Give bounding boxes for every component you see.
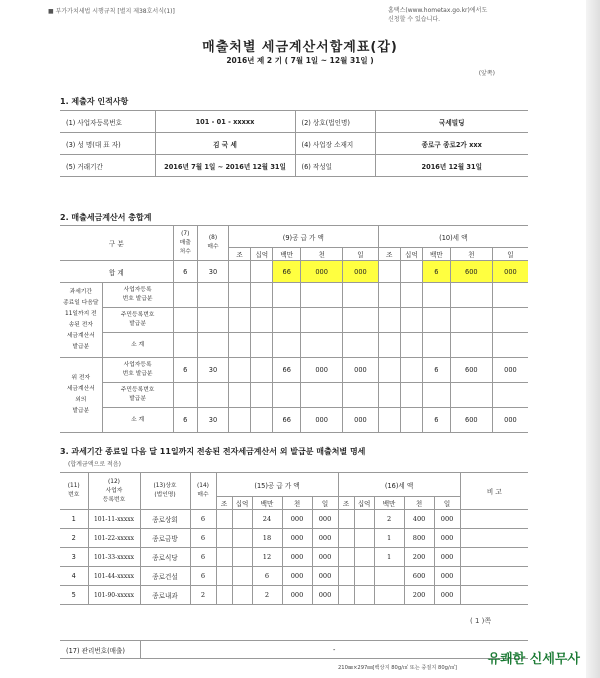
digit-label: 백만 [273,248,301,261]
amount-digit [400,261,422,283]
row-number: 3 [60,548,88,567]
form-title: 매출처별 세금계산서합계표(갑) [202,40,398,55]
field-value: 2016년 7월 1일 ~ 2016년 12월 31일 [155,155,295,177]
amount-digit [343,283,378,308]
amount-digit: 1 [374,548,404,567]
amount-digit [423,333,451,358]
row-reg-number: 101-22-xxxxx [88,529,140,548]
hometax-note [388,6,508,24]
field-label: (3) 성 명(대 표 자) [60,133,155,155]
amount-digit [251,308,273,333]
row-remark [460,548,528,567]
amount-digit: 000 [434,510,460,529]
row-c7 [173,383,197,408]
amount-digit: 000 [301,261,343,283]
header-c14: (14) 매수 [190,473,216,510]
amount-digit: 600 [404,567,434,586]
digit-label: 십억 [232,497,252,510]
amount-digit [273,283,301,308]
submitter-row [60,111,528,133]
amount-digit [251,333,273,358]
amount-digit [450,333,492,358]
detail-row [60,548,528,567]
digit-label: 조 [378,248,400,261]
amount-digit: 6 [423,408,451,433]
row-c8 [197,308,228,333]
amount-digit: 000 [301,358,343,383]
row-number: 2 [60,529,88,548]
field-value: 종로구 종로2가 xxx [375,133,528,155]
digit-label: 조 [216,497,232,510]
section1-title: 1. 제출자 인적사항 [60,97,129,106]
management-number-value: - [140,641,528,659]
amount-digit [232,586,252,605]
amount-digit [354,586,374,605]
amount-digit [216,586,232,605]
page-side: (앞쪽) [478,70,495,77]
amount-digit [229,333,251,358]
field-label: (5) 거래기간 [60,155,155,177]
amount-digit [301,308,343,333]
amount-digit: 12 [252,548,282,567]
amount-digit: 6 [423,261,451,283]
amount-digit: 600 [450,261,492,283]
amount-digit [450,308,492,333]
paper-spec-note: 210㎜×297㎜[백상지 80g/㎡ 또는 중질지 80g/㎡] [338,665,457,671]
row-company-name: 종로건설 [140,567,190,586]
amount-digit: 24 [252,510,282,529]
header-col9: (9)공 급 가 액 [229,226,379,248]
header-c16: (16)세 액 [338,473,460,497]
row-company-name: 종로내과 [140,586,190,605]
amount-digit: 200 [404,586,434,605]
row-label: 사업자등록 번호 발급분 [102,283,173,308]
amount-digit [374,586,404,605]
amount-digit: 400 [404,510,434,529]
amount-digit [492,333,528,358]
row-number: 5 [60,586,88,605]
section2-title: 2. 매출세금계산서 총합계 [60,213,152,222]
amount-digit: 800 [404,529,434,548]
page-count: ( 1 )쪽 [470,617,492,625]
row-c7 [173,333,197,358]
row-c7 [173,283,197,308]
amount-digit [378,261,400,283]
amount-digit [229,358,251,383]
digit-label: 십억 [354,497,374,510]
summary-table [60,225,528,433]
header-col10: (10)세 액 [378,226,528,248]
row-company-name: 종로금방 [140,529,190,548]
field-label: (6) 작성일 [295,155,375,177]
amount-digit: 000 [312,586,338,605]
digit-label: 일 [434,497,460,510]
amount-digit [273,383,301,408]
field-value: 101 - 01 - xxxxx [155,111,295,133]
amount-digit: 000 [312,548,338,567]
row-remark [460,510,528,529]
digit-label: 천 [450,248,492,261]
amount-digit [400,358,422,383]
amount-digit [251,383,273,408]
summary-row [60,358,528,383]
row-c7: 6 [173,408,197,433]
field-value: 국세빌딩 [375,111,528,133]
row-label: 소 계 [102,333,173,358]
amount-digit [338,586,354,605]
row-label: 주민등록번호 발급분 [102,383,173,408]
amount-digit [354,529,374,548]
amount-digit: 000 [343,408,378,433]
row-reg-number: 101-11-xxxxx [88,510,140,529]
amount-digit [400,308,422,333]
row-remark [460,586,528,605]
watermark-text: 유쾌한 신세무사 [487,652,580,667]
amount-digit: 000 [343,261,378,283]
header-col7: (7) 매출 처수 [173,226,197,261]
amount-digit [378,333,400,358]
amount-digit [251,408,273,433]
amount-digit [423,308,451,333]
digit-label: 천 [301,248,343,261]
total-label: 합 계 [60,261,173,283]
amount-digit [229,383,251,408]
amount-digit [492,383,528,408]
amount-digit [492,308,528,333]
amount-digit [273,308,301,333]
row-remark [460,567,528,586]
row-c8 [197,333,228,358]
amount-digit [343,308,378,333]
hometax-note-line1: 홈택스(www.hometax.go.kr)에서도 [388,7,488,14]
tax-period: 2016년 제 2 기 ( 7월 1일 ~ 12월 31일 ) [226,56,374,65]
row-count: 2 [190,586,216,605]
row-reg-number: 101-44-xxxxx [88,567,140,586]
amount-digit [400,383,422,408]
amount-digit [216,548,232,567]
summary-row [60,308,528,333]
digit-label: 십억 [400,248,422,261]
amount-digit: 6 [252,567,282,586]
amount-digit: 000 [434,567,460,586]
header-c13: (13)상호 (법인명) [140,473,190,510]
row-reg-number: 101-90-xxxxx [88,586,140,605]
amount-digit [232,510,252,529]
amount-digit [338,510,354,529]
amount-digit [423,283,451,308]
amount-digit: 000 [312,567,338,586]
header-gubun: 구 분 [60,226,173,261]
amount-digit [301,283,343,308]
amount-digit [354,510,374,529]
amount-digit: 000 [343,358,378,383]
field-label: (1) 사업자등록번호 [60,111,155,133]
detail-row [60,529,528,548]
row-label: 소 계 [102,408,173,433]
row-label: 사업자등록 번호 발급분 [102,358,173,383]
amount-digit [492,283,528,308]
form-reference: ■ 부가가치세법 시행규칙 [별지 제38호서식(1)] [48,8,175,15]
amount-digit [378,283,400,308]
header-c11: (11) 번호 [60,473,88,510]
summary-header-row [60,226,528,248]
amount-digit: 2 [374,510,404,529]
amount-digit: 000 [282,529,312,548]
row-c7 [173,308,197,333]
hometax-note-line2: 신청할 수 있습니다. [388,16,441,23]
amount-digit [343,383,378,408]
amount-digit [343,333,378,358]
amount-digit [301,383,343,408]
row-c8 [197,383,228,408]
amount-digit [338,567,354,586]
amount-digit [232,548,252,567]
amount-digit [232,529,252,548]
amount-digit [374,567,404,586]
submitter-row [60,155,528,177]
row-company-name: 종로상회 [140,510,190,529]
amount-digit [400,283,422,308]
digit-label: 백만 [252,497,282,510]
amount-digit [251,358,273,383]
amount-digit [450,283,492,308]
total-c7: 6 [173,261,197,283]
row-number: 4 [60,567,88,586]
amount-digit [251,261,273,283]
summary-row [60,383,528,408]
summary-row [60,283,528,308]
row-label: 주민등록번호 발급분 [102,308,173,333]
submitter-row [60,133,528,155]
field-value: 김 국 세 [155,133,295,155]
amount-digit: 000 [492,358,528,383]
amount-digit [229,261,251,283]
field-label: (4) 사업장 소재지 [295,133,375,155]
detail-row [60,510,528,529]
amount-digit: 000 [282,510,312,529]
amount-digit [273,333,301,358]
row-company-name: 종로식당 [140,548,190,567]
amount-digit: 6 [423,358,451,383]
row-count: 6 [190,529,216,548]
amount-digit: 000 [282,548,312,567]
digit-label: 백만 [423,248,451,261]
amount-digit [229,283,251,308]
row-reg-number: 101-33-xxxxx [88,548,140,567]
amount-digit: 18 [252,529,282,548]
amount-digit: 1 [374,529,404,548]
amount-digit: 000 [282,586,312,605]
header-remark: 비 고 [460,473,528,510]
section3-title: 3. 과세기간 종료일 다음 달 11일까지 전송된 전자세금계산서 외 발급분 매출처별 명세 [60,447,366,456]
amount-digit [378,358,400,383]
header-col8: (8) 매수 [197,226,228,261]
detail-header-row [60,473,528,497]
detail-row [60,567,528,586]
amount-digit [423,383,451,408]
amount-digit [216,567,232,586]
page-edge-shadow [586,0,600,678]
digit-label: 조 [338,497,354,510]
amount-digit: 000 [312,529,338,548]
summary-row [60,408,528,433]
amount-digit: 000 [301,408,343,433]
digit-label: 천 [404,497,434,510]
row-count: 6 [190,510,216,529]
row-c7: 6 [173,358,197,383]
header-c12: (12) 사업자 등록번호 [88,473,140,510]
amount-digit: 000 [434,586,460,605]
row-c8: 30 [197,358,228,383]
amount-digit [378,308,400,333]
amount-digit: 000 [434,529,460,548]
amount-digit: 000 [492,408,528,433]
total-c8: 30 [197,261,228,283]
summary-row [60,333,528,358]
field-label: (2) 상호(법인명) [295,111,375,133]
amount-digit: 000 [312,510,338,529]
digit-label: 일 [343,248,378,261]
amount-digit [400,333,422,358]
row-count: 6 [190,548,216,567]
amount-digit: 66 [273,261,301,283]
detail-table [60,472,528,605]
amount-digit: 600 [450,408,492,433]
amount-digit [301,333,343,358]
management-table [60,640,528,659]
amount-digit: 000 [434,548,460,567]
row-remark [460,529,528,548]
field-value: 2016년 12월 31일 [375,155,528,177]
amount-digit: 000 [282,567,312,586]
amount-digit: 200 [404,548,434,567]
section3-subtitle: (합계금액으로 적음) [68,461,121,468]
amount-digit [354,548,374,567]
digit-label: 일 [312,497,338,510]
row-c8: 30 [197,408,228,433]
header-c15: (15)공 급 가 액 [216,473,338,497]
amount-digit: 66 [273,358,301,383]
amount-digit [216,510,232,529]
amount-digit: 000 [492,261,528,283]
amount-digit [229,408,251,433]
summary-total-row [60,261,528,283]
amount-digit: 66 [273,408,301,433]
amount-digit [400,408,422,433]
amount-digit [338,529,354,548]
group-label: 위 전자 세금계산서 외의 발급분 [60,358,102,433]
amount-digit [229,308,251,333]
amount-digit [354,567,374,586]
digit-label: 십억 [251,248,273,261]
detail-row [60,586,528,605]
amount-digit [450,383,492,408]
digit-label: 일 [492,248,528,261]
digit-label: 천 [282,497,312,510]
amount-digit: 600 [450,358,492,383]
amount-digit [232,567,252,586]
submitter-table [60,110,528,177]
row-count: 6 [190,567,216,586]
group-label: 과세기간 종료일 다음달 11일까지 전 송된 전자 세금계산서 발급분 [60,283,102,358]
digit-label: 조 [229,248,251,261]
amount-digit [378,383,400,408]
management-number-label: (17) 관리번호(매출) [60,641,140,659]
amount-digit: 2 [252,586,282,605]
amount-digit [251,283,273,308]
amount-digit [216,529,232,548]
row-c8 [197,283,228,308]
row-number: 1 [60,510,88,529]
digit-label: 백만 [374,497,404,510]
amount-digit [378,408,400,433]
amount-digit [338,548,354,567]
